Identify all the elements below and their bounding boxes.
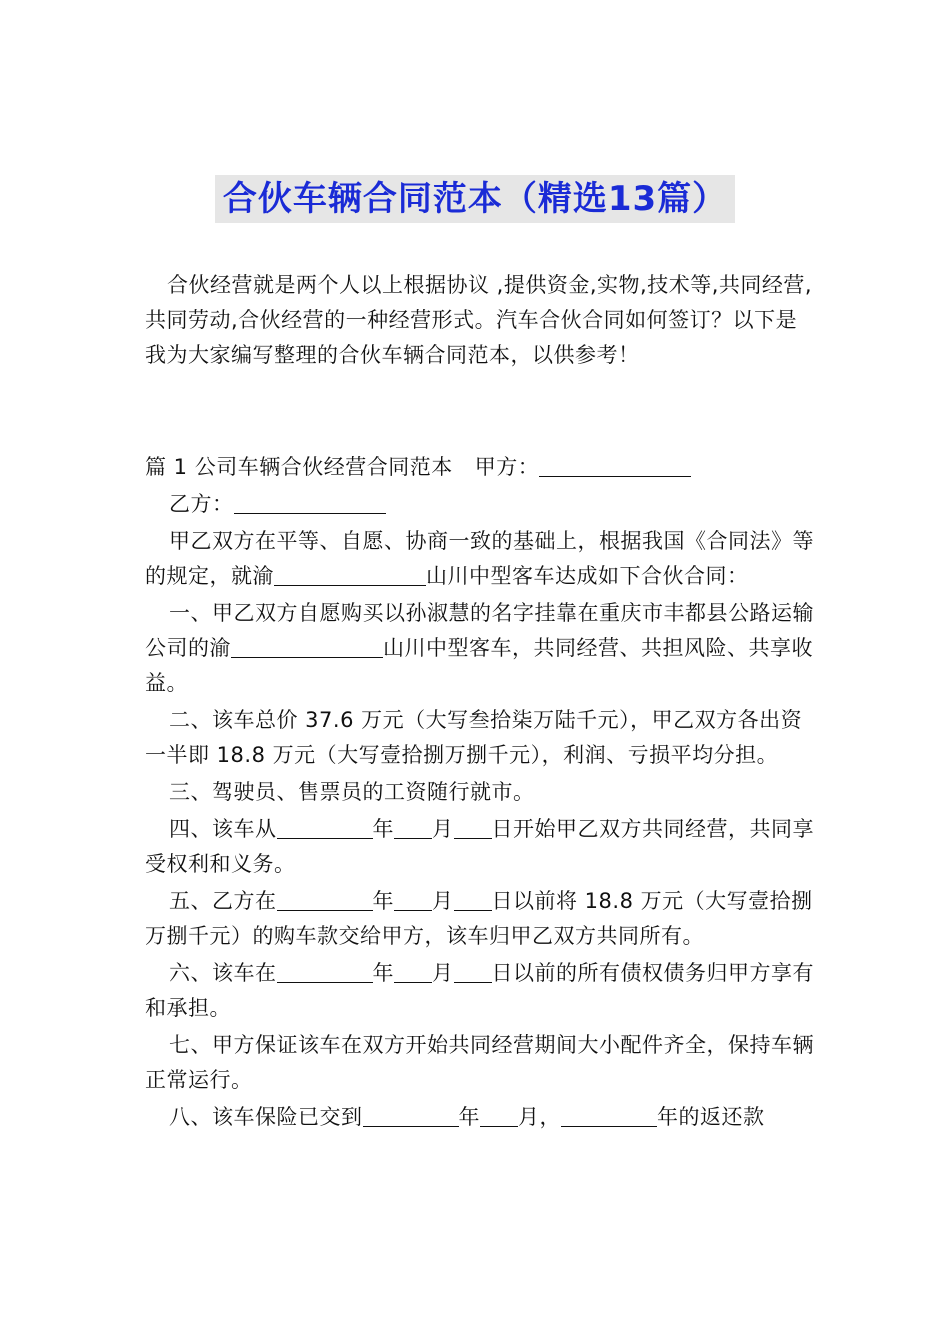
party-b-label: 乙方： bbox=[169, 492, 234, 516]
clause-6-text-a: 六、该车在 bbox=[169, 961, 277, 985]
year-blank bbox=[277, 961, 373, 983]
plate-blank-1 bbox=[274, 564, 426, 586]
clause-8-text-a: 八、该车保险已交到 bbox=[169, 1105, 363, 1129]
clause-7: 七、甲方保证该车在双方开始共同经营期间大小配件齐全，保持车辆正常运行。 bbox=[145, 1033, 814, 1092]
clause-5 bbox=[145, 884, 815, 954]
year-blank bbox=[277, 817, 373, 839]
year-blank bbox=[363, 1105, 459, 1127]
month-label: 月 bbox=[518, 1105, 540, 1129]
clause-4-text-b: 日开始甲乙双方共同经营，共同享受权利和义务。 bbox=[145, 817, 814, 876]
contract-section-1 bbox=[145, 450, 815, 1135]
party-b-line bbox=[145, 487, 815, 522]
clause-8-text-c: 年的返还款 bbox=[657, 1105, 765, 1129]
clause-1-text-b: 山川中型客车，共同经营、共担风险、共享收益。 bbox=[145, 636, 813, 695]
month-label: 月 bbox=[432, 817, 454, 841]
day-blank bbox=[454, 889, 492, 911]
section-heading-line bbox=[145, 450, 815, 485]
year-label: 年 bbox=[372, 961, 394, 985]
month-blank bbox=[394, 961, 432, 983]
clause-6 bbox=[145, 956, 815, 1026]
clause-1-text-a: 一、甲乙双方自愿购买以孙淑慧的名字挂靠在重庆市丰都县公路运输公司的渝 bbox=[145, 601, 814, 660]
month-label: 月 bbox=[432, 961, 454, 985]
month-label: 月 bbox=[432, 889, 454, 913]
clause-3: 三、驾驶员、售票员的工资随行就市。 bbox=[169, 780, 535, 804]
year-label: 年 bbox=[372, 889, 394, 913]
day-blank bbox=[454, 817, 492, 839]
clause-8-text-b: ， bbox=[539, 1105, 561, 1129]
intro-paragraph: 合伙经营就是两个人以上根据协议 ,提供资金,实物,技术等,共同经营,共同劳动,合伙经营的一种经营形式。汽车合伙合同如何签订？以下是我为大家编写整理的合伙车辆合同范本，以供参考！ bbox=[145, 273, 813, 367]
day-blank bbox=[454, 961, 492, 983]
section-heading: 篇 1 公司车辆合伙经营合同范本 bbox=[145, 455, 453, 479]
clause-6-text-b: 日以前的所有债权债务归甲方享有和承担。 bbox=[145, 961, 814, 1020]
plate-blank-2 bbox=[231, 636, 383, 658]
party-b-blank bbox=[234, 492, 386, 514]
party-a-blank bbox=[539, 455, 691, 477]
month-blank bbox=[394, 817, 432, 839]
party-a-label: 甲方： bbox=[474, 455, 540, 479]
clause-1 bbox=[145, 596, 815, 701]
year-label: 年 bbox=[458, 1105, 480, 1129]
year-blank-2 bbox=[561, 1105, 657, 1127]
title-container bbox=[0, 175, 950, 223]
month-blank bbox=[480, 1105, 518, 1127]
basis-text-1: 甲乙双方在平等、自愿、协商一致的基础上，根据我国《合同法》等的规定，就渝 bbox=[145, 529, 814, 588]
clause-2: 二、该车总价 37.6 万元（大写叁拾柒万陆千元），甲乙双方各出资一半即 18.8 万元（大写壹拾捌万捌千元），利润、亏损平均分担。 bbox=[145, 708, 803, 767]
document-title: 合伙车辆合同范本（精选13篇） bbox=[215, 175, 735, 223]
clause-5-text-a: 五、乙方在 bbox=[169, 889, 277, 913]
month-blank bbox=[394, 889, 432, 911]
clause-8 bbox=[145, 1100, 815, 1135]
year-label: 年 bbox=[372, 817, 394, 841]
basis-paragraph bbox=[145, 524, 815, 594]
basis-text-2: 山川中型客车达成如下合伙合同： bbox=[426, 564, 749, 588]
clause-4-text-a: 四、该车从 bbox=[169, 817, 277, 841]
clause-4 bbox=[145, 812, 815, 882]
clause-5-text-b: 日以前将 18.8 万元（大写壹拾捌万捌千元）的购车款交给甲方，该车归甲乙双方共同所有。 bbox=[145, 889, 813, 948]
year-blank bbox=[277, 889, 373, 911]
